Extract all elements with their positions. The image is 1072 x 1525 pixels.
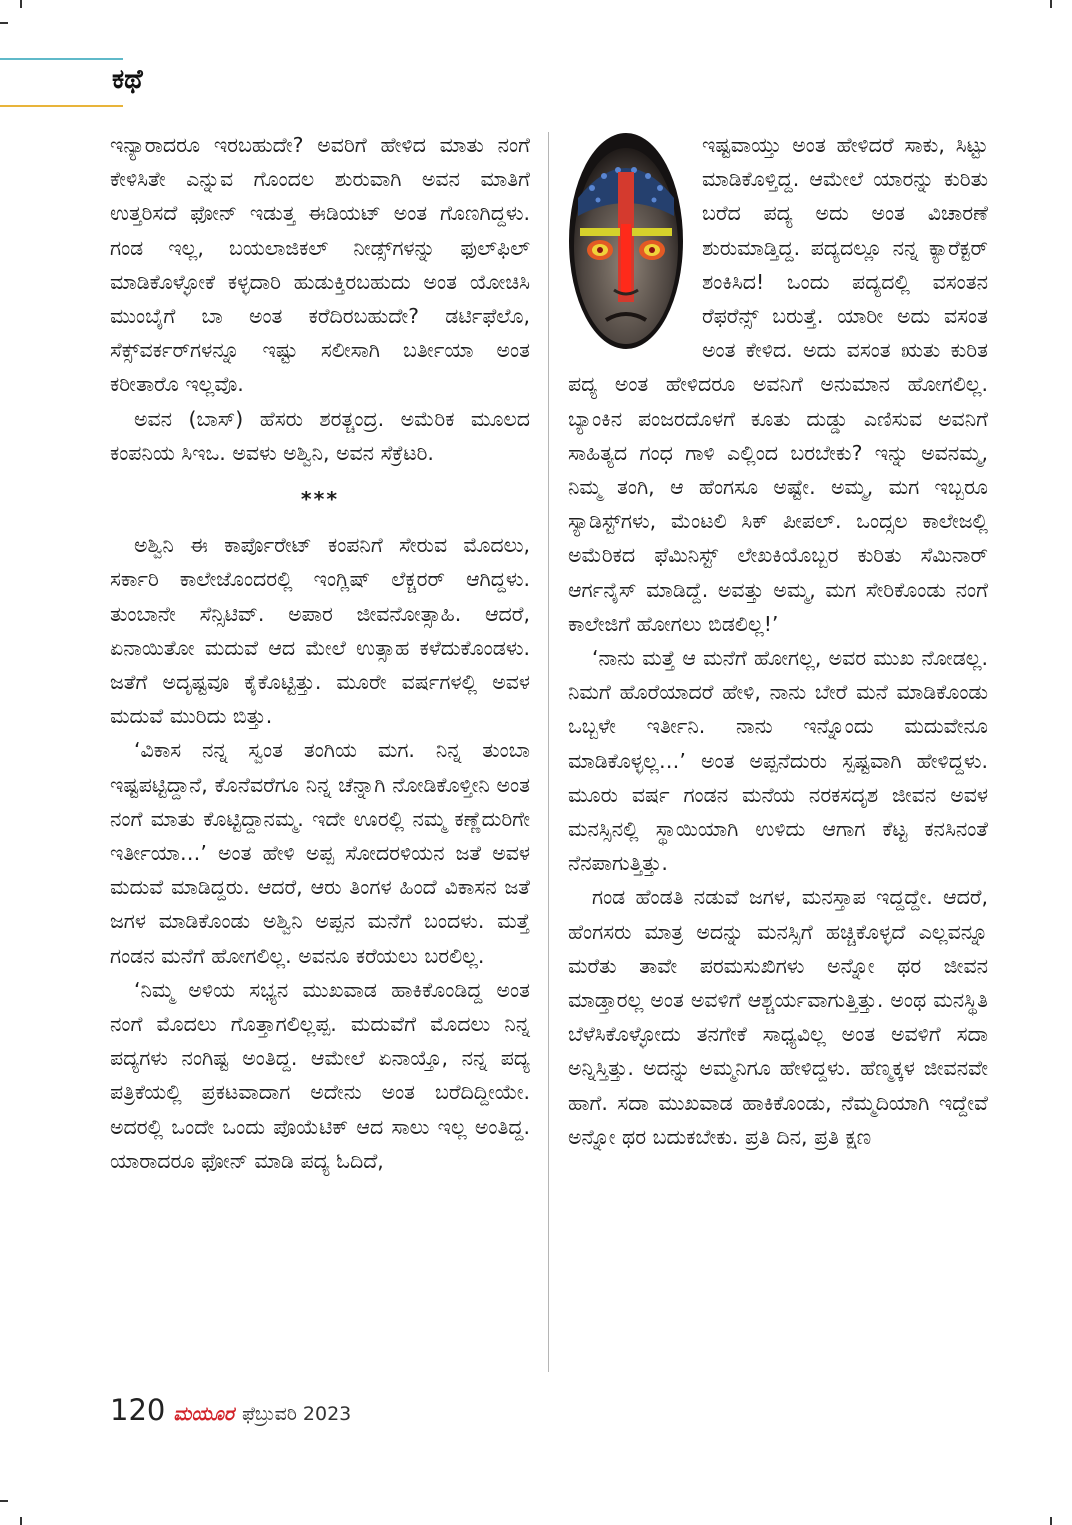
- crop-mark: [1050, 1517, 1052, 1525]
- paragraph: ಇನ್ಯಾರಾದರೂ ಇರಬಹುದೇ? ಅವರಿಗೆ ಹೇಳಿದ ಮಾತು ನಂಗೆ ಕೇಳಿಸಿತೇ ಎನ್ನುವ ಗೊಂದಲ ಶುರುವಾಗಿ ಅವನ ಮಾತಿಗೆ ಉತ್ತರಿಸದೆ ಫೋನ್ ಇಡುತ್ತ ಈಡಿಯಟ್ ಅಂತ ಗೊಣಗಿದ್ದಳು. ಗಂಡ ಇಲ್ಲ, ಬಯಲಾಜಿಕಲ್ ನೀಡ್ಸ್‌ಗಳನ್ನು ಫುಲ್‌ಫಿಲ್ ಮಾಡಿಕೊಳ್ಳೋಕೆ ಕಳ್ಳದಾರಿ ಹುಡುಕ್ತಿರಬಹುದು ಅಂತ ಯೋಚಿಸಿ ಮುಂಬೈಗೆ ಬಾ ಅಂತ ಕರೆದಿರಬಹುದೇ? ಡರ್ಟಿಫೆಲೊ, ಸೆಕ್ಸ್‌ವರ್ಕರ್‌ಗಳನ್ನೂ ಇಷ್ಟು ಸಲೀಸಾಗಿ ಬರ್ತೀಯಾ ಅಂತ ಕರೀತಾರೊ ಇಲ್ಲವೊ.: [110, 133, 530, 397]
- paragraph: ‘ನಾನು ಮತ್ತೆ ಆ ಮನೆಗೆ ಹೋಗಲ್ಲ, ಅವರ ಮುಖ ನೋಡಲ್ಲ. ನಿಮಗೆ ಹೊರೆಯಾದರೆ ಹೇಳಿ, ನಾನು ಬೇರೆ ಮನೆ ಮಾಡಿಕೊಂಡು ಒಬ್ಬಳೇ ಇರ್ತೀನಿ. ನಾನು ಇನ್ನೊಂದು ಮದುವೇನೂ ಮಾಡಿಕೊಳ್ಳಲ್ಲ…’ ಅಂತ ಅಪ್ಪನೆದುರು ಸ್ಪಷ್ಟವಾಗಿ ಹೇಳಿದ್ದಳು. ಮೂರು ವರ್ಷ ಗಂಡನ ಮನೆಯ ನರಕಸದೃಶ ಜೀವನ ಅವಳ ಮನಸ್ಸಿನಲ್ಲಿ ಸ್ಥಾಯಿಯಾಗಿ ಉಳಿದು ಆಗಾಗ ಕೆಟ್ಟ ಕನಸಿನಂತೆ ನೆನಪಾಗುತ್ತಿತ್ತು.: [568, 646, 988, 876]
- paragraph: ಇಷ್ಟವಾಯ್ತು ಅಂತ ಹೇಳಿದರೆ ಸಾಕು, ಸಿಟ್ಟು ಮಾಡಿಕೊಳ್ತಿದ್ದ. ಆಮೇಲೆ ಯಾರನ್ನು ಕುರಿತು ಬರೆದ ಪದ್ಯ ಅದು ಅಂತ ವಿಚಾರಣೆ ಶುರುಮಾಡ್ತಿದ್ದ. ಪದ್ಯದಲ್ಲೂ ನನ್ನ ಕ್ಯಾರೆಕ್ಟರ್ ಶಂಕಿಸಿದ! ಒಂದು ಪದ್ಯದಲ್ಲಿ ವಸಂತನ ರೆಫರೆನ್ಸ್ ಬರುತ್ತೆ. ಯಾರೀ ಅದು ವಸಂತ ಅಂತ ಕೇಳಿದ. ಅದು ವಸಂತ ಋತು ಕುರಿತ ಪದ್ಯ ಅಂತ ಹೇಳಿದರೂ ಅವನಿಗೆ ಅನುಮಾನ ಹೋಗಲಿಲ್ಲ. ಬ್ಯಾಂಕಿನ ಪಂಜರದೊಳಗೆ ಕೂತು ದುಡ್ಡು ಎಣಿಸುವ ಅವನಿಗೆ ಸಾಹಿತ್ಯದ ಗಂಧ ಗಾಳಿ ಎಲ್ಲಿಂದ ಬರಬೇಕು? ಇನ್ನು ಅವನಮ್ಮ, ನಿಮ್ಮ ತಂಗಿ, ಆ ಹೆಂಗಸೂ ಅಷ್ಟೇ. ಅಮ್ಮ, ಮಗ ಇಬ್ಬರೂ ಸ್ಯಾಡಿಸ್ಟ್‌ಗಳು, ಮೆಂಟಲಿ ಸಿಕ್ ಪೀಪಲ್. ಒಂದ್ಸಲ ಕಾಲೇಜಲ್ಲಿ ಅಮೆರಿಕದ ಫೆಮಿನಿಸ್ಟ್ ಲೇಖಕಿಯೊಬ್ಬರ ಕುರಿತು ಸೆಮಿನಾರ್ ಆರ್ಗನೈಸ್ ಮಾಡಿದ್ದೆ. ಅವತ್ತು ಅಮ್ಮ, ಮಗ ಸೇರಿಕೊಂಡು ನಂಗೆ ಕಾಲೇಜಿಗೆ ಹೋಗಲು ಬಿಡಲಿಲ್ಲ!’: [568, 133, 988, 636]
- crop-mark: [1050, 0, 1052, 8]
- magazine-logo: ಮಯೂರ: [173, 1403, 234, 1425]
- crop-mark: [20, 1517, 22, 1525]
- section-break: ***: [300, 487, 340, 512]
- paragraph: ‘ನಿಮ್ಮ ಅಳಿಯ ಸಭ್ಯನ ಮುಖವಾಡ ಹಾಕಿಕೊಂಡಿದ್ದ ಅಂತ ನಂಗೆ ಮೊದಲು ಗೊತ್ತಾಗಲಿಲ್ಲಪ್ಪ. ಮದುವೆಗೆ ಮೊದಲು ನಿನ್ನ ಪದ್ಯಗಳು ನಂಗಿಷ್ಟ ಅಂತಿದ್ದ. ಆಮೇಲೆ ಏನಾಯ್ತೊ, ನನ್ನ ಪದ್ಯ ಪತ್ರಿಕೆಯಲ್ಲಿ ಪ್ರಕಟವಾದಾಗ ಅದೇನು ಅಂತ ಬರೆದಿದ್ದೀಯೇ. ಅದರಲ್ಲಿ ಒಂದೇ ಒಂದು ಪೊಯೆಟಿಕ್ ಆದ ಸಾಲು ಇಲ್ಲ ಅಂತಿದ್ದ. ಯಾರಾದರೂ ಫೋನ್ ಮಾಡಿ ಪದ್ಯ ಓದಿದೆ,: [110, 977, 530, 1173]
- mask-illustration: [564, 128, 688, 354]
- right-column: [568, 128, 988, 1154]
- paragraph: ‘ವಿಕಾಸ ನನ್ನ ಸ್ವಂತ ತಂಗಿಯ ಮಗ. ನಿನ್ನ ತುಂಬಾ ಇಷ್ಟಪಟ್ಟಿದ್ದಾನೆ, ಕೊನೆವರೆಗೂ ನಿನ್ನ ಚೆನ್ನಾಗಿ ನೋಡಿಕೊಳ್ತೀನಿ ಅಂತ ನಂಗೆ ಮಾತು ಕೊಟ್ಟಿದ್ದಾನಮ್ಮ. ಇದೇ ಊರಲ್ಲಿ ನಮ್ಮ ಕಣ್ಣೆದುರಿಗೇ ಇರ್ತೀಯಾ…’ ಅಂತ ಹೇಳಿ ಅಪ್ಪ ಸೋದರಳಿಯನ ಜತೆ ಅವಳ ಮದುವೆ ಮಾಡಿದ್ದರು. ಆದರೆ, ಆರು ತಿಂಗಳ ಹಿಂದೆ ವಿಕಾಸನ ಜತೆ ಜಗಳ ಮಾಡಿಕೊಂಡು ಅಶ್ವಿನಿ ಅಪ್ಪನ ಮನೆಗೆ ಬಂದಳು. ಮತ್ತೆ ಗಂಡನ ಮನೆಗೆ ಹೋಗಲಿಲ್ಲ. ಅವನೂ ಕರೆಯಲು ಬರಲಿಲ್ಲ.: [110, 738, 530, 968]
- paragraph: ಅಶ್ವಿನಿ ಈ ಕಾರ್ಪೊರೇಟ್ ಕಂಪನಿಗೆ ಸೇರುವ ಮೊದಲು, ಸರ್ಕಾರಿ ಕಾಲೇಜೊಂದರಲ್ಲಿ ಇಂಗ್ಲಿಷ್ ಲೆಕ್ಚರರ್ ಆಗಿದ್ದಳು. ತುಂಬಾನೇ ಸೆನ್ಸಿಟಿವ್. ಅಪಾರ ಜೀವನೋತ್ಸಾಹಿ. ಆದರೆ, ಏನಾಯಿತೋ ಮದುವೆ ಆದ ಮೇಲೆ ಉತ್ಸಾಹ ಕಳೆದುಕೊಂಡಳು. ಜತೆಗೆ ಅದೃಷ್ಟವೂ ಕೈಕೊಟ್ಟಿತ್ತು. ಮೂರೇ ವರ್ಷಗಳಲ್ಲಿ ಅವಳ ಮದುವೆ ಮುರಿದು ಬಿತ್ತು.: [110, 533, 530, 729]
- crop-mark: [0, 1500, 8, 1502]
- crop-mark: [20, 0, 22, 8]
- header-rule-bottom: [0, 105, 123, 107]
- issue-date: ಫೆಬ್ರುವರಿ 2023: [241, 1403, 352, 1425]
- page-footer: [110, 1393, 351, 1427]
- paragraph: ಗಂಡ ಹೆಂಡತಿ ನಡುವೆ ಜಗಳ, ಮನಸ್ತಾಪ ಇದ್ದದ್ದೇ. ಆದರೆ, ಹೆಂಗಸರು ಮಾತ್ರ ಅದನ್ನು ಮನಸ್ಸಿಗೆ ಹಚ್ಚಿಕೊಳ್ಳದೆ ಎಲ್ಲವನ್ನೂ ಮರೆತು ತಾವೇ ಪರಮಸುಖಿಗಳು ಅನ್ನೋ ಥರ ಜೀವನ ಮಾಡ್ತಾರಲ್ಲ ಅಂತ ಅವಳಿಗೆ ಆಶ್ಚರ್ಯವಾಗುತ್ತಿತ್ತು. ಅಂಥ ಮನಸ್ಥಿತಿ ಬೆಳೆಸಿಕೊಳ್ಳೋದು ತನಗೇಕೆ ಸಾಧ್ಯವಿಲ್ಲ ಅಂತ ಅವಳಿಗೆ ಸದಾ ಅನ್ನಿಸ್ತಿತ್ತು. ಅದನ್ನು ಅಮ್ಮನಿಗೂ ಹೇಳಿದ್ದಳು. ಹೆಣ್ಮಕ್ಕಳ ಜೀವನವೇ ಹಾಗೆ. ಸದಾ ಮುಖವಾಡ ಹಾಕಿಕೊಂಡು, ನೆಮ್ಮದಿಯಾಗಿ ಇದ್ದೇವೆ ಅನ್ನೋ ಥರ ಬದುಕಬೇಕು. ಪ್ರತಿ ದಿನ, ಪ್ರತಿ ಕ್ಷಣ: [568, 885, 988, 1149]
- header-rule-top: [0, 58, 123, 60]
- column-divider: [548, 132, 549, 1372]
- crop-mark: [0, 22, 8, 24]
- left-column: [110, 128, 530, 1178]
- paragraph: ಅವನ (ಬಾಸ್) ಹೆಸರು ಶರತ್ಚಂದ್ರ. ಅಮೆರಿಕ ಮೂಲದ ಕಂಪನಿಯ ಸಿಇಒ. ಅವಳು ಅಶ್ವಿನಿ, ಅವನ ಸೆಕ್ರೆಟರಿ.: [110, 406, 530, 465]
- page-number: 120: [110, 1393, 166, 1427]
- section-label: ಕಥೆ: [112, 64, 143, 95]
